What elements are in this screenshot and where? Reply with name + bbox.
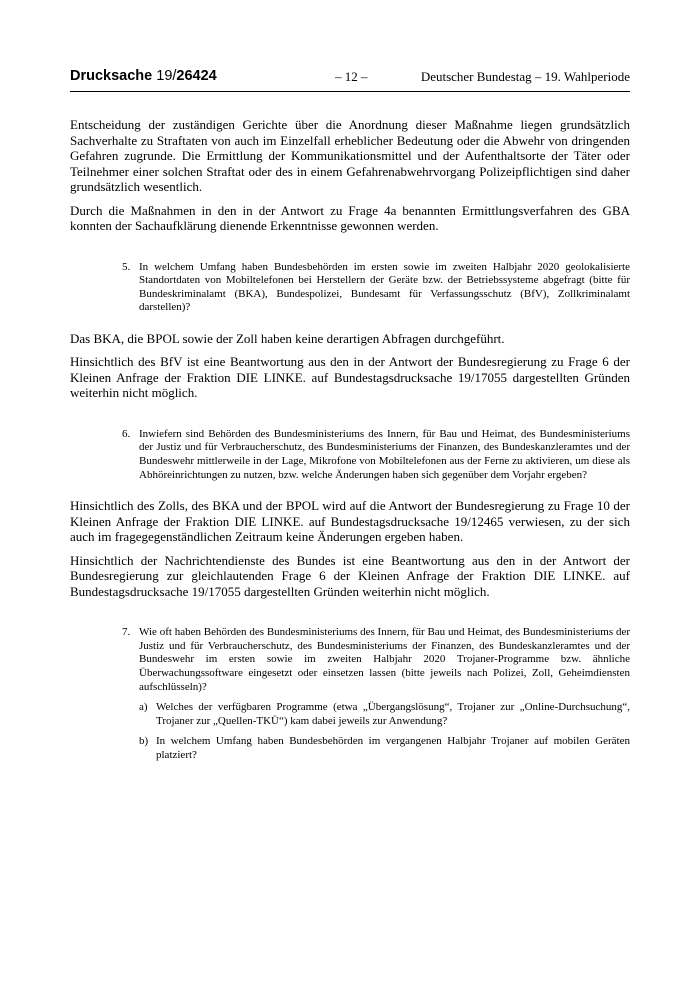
institution-label: Deutscher Bundestag – 19. Wahlperiode — [420, 69, 630, 84]
question-text: In welchem Umfang haben Bundesbehörden im ersten sowie im zweiten Halbjahr 2020 geolokalisierte Standortdaten von Mobiltelefonen bei Herstellern der Geräte bzw. der Betriebssysteme abgefragt (bitte für Bundeskriminalamt (BKA), Bundespolizei, Bundesamt für Verfassungsschutz (BfV), Zollkriminalamt darstellen)? — [139, 260, 630, 314]
question-number: 6. — [122, 427, 131, 440]
page-header — [70, 68, 630, 90]
document-label: Drucksache — [70, 68, 153, 84]
subquestion-text: In welchem Umfang haben Bundesbehörden im vergangenen Halbjahr Trojaner auf mobilen Geräten platziert? — [156, 735, 630, 761]
question-5 — [122, 261, 630, 315]
answer-paragraph: Entscheidung der zuständigen Gerichte über die Anordnung dieser Maßnahme liegen grundsätzlich Sachverhalte zu Straftaten von auch im Einzelfall erheblicher Bedeutung oder die Abwehr von dringenden Gefahren zugrunde. Die Ermittlung der Kommunikationsmittel und der Aufenthaltsorte der Täter oder Teilnehmer einer solchen Straftat oder des in einem Gefahrenabwehrvorgang Polizeipflichtigen sind daher grundsätzlich wesentlich. — [70, 117, 630, 194]
document-id — [70, 68, 217, 84]
page-number: – 12 – — [335, 69, 368, 84]
answer-paragraph: Hinsichtlich des BfV ist eine Beantwortung aus den in der Antwort der Bundesregierung zu Frage 6 der Kleinen Anfrage der Fraktion DIE LINKE. auf Bundestagsdrucksache 19/17055 dargestellten Gründen weiterhin nicht möglich. — [70, 354, 630, 401]
header-rule — [70, 91, 630, 92]
answer-paragraph: Durch die Maßnahmen in den in der Antwort zu Frage 4a benannten Ermittlungsverfahren des GBA konnten der Sachaufklärung dienende Erkenntnisse gewonnen werden. — [70, 202, 630, 233]
document-number: 26424 — [176, 68, 217, 84]
answer-paragraph: Das BKA, die BPOL sowie der Zoll haben keine derartigen Abfragen durchgeführt. — [70, 330, 505, 346]
question-number: 7. — [122, 626, 131, 639]
question-text: Inwiefern sind Behörden des Bundesministeriums des Innern, für Bau und Heimat, des Bundesministeriums der Justiz und für Verbraucherschutz, des Bundesministeriums der Finanzen, des Bundeskanzleramtes und der Bundeswehr mittlerweile in der Lage, Mikrofone von Mobiltelefonen aus der Ferne zu aktivieren, um diese als Abhöreinrichtungen zu nutzen, bzw. welche Änderungen haben sich gegenüber dem Vorjahr ergeben? — [139, 427, 630, 481]
question-7a — [139, 701, 630, 728]
question-number: 5. — [122, 260, 131, 273]
document-body — [70, 117, 630, 763]
question-7b — [139, 735, 630, 762]
subquestion-label: a) — [139, 701, 148, 714]
question-6 — [122, 428, 630, 482]
subquestion-label: b) — [139, 735, 149, 748]
question-7 — [122, 626, 630, 694]
document-period: 19/ — [156, 68, 177, 84]
answer-paragraph: Hinsichtlich des Zolls, des BKA und der BPOL wird auf die Antwort der Bundesregierung zu Frage 10 der Kleinen Anfrage der Fraktion DIE LINKE. auf Bundestagsdrucksache 19/12465 verwiesen, zu der sich auch im fragegegenständlichen Zeitraum keine Änderungen ergeben haben. — [70, 498, 630, 545]
answer-paragraph: Hinsichtlich der Nachrichtendienste des Bundes ist eine Beantwortung aus den in der Antwort der Bundesregierung zur gleichlautenden Frage 6 der Kleinen Anfrage der Fraktion DIE LINKE. auf Bundestagsdrucksache 19/17055 dargestellten Gründen weiterhin nicht möglich. — [70, 552, 630, 599]
question-text: Wie oft haben Behörden des Bundesministeriums des Innern, für Bau und Heimat, des Bundesministeriums der Justiz und für Verbraucherschutz, des Bundesministeriums der Finanzen, des Bundeskanzleramtes und der Bundeswehr im ersten sowie im zweiten Halbjahr 2020 Trojaner-Programme bzw. ähnliche Überwachungssoftware eingesetzt oder einsetzen lassen (bitte jeweils nach Polizei, Zoll, Geheimdiensten aufschlüsseln)? — [139, 626, 630, 693]
subquestion-text: Welches der verfügbaren Programme (etwa „Übergangslösung“, Trojaner zur „Online-Durchsuchung“, Trojaner zur „Quellen-TKÜ“) kam dabei jeweils zur Anwendung? — [156, 701, 630, 727]
